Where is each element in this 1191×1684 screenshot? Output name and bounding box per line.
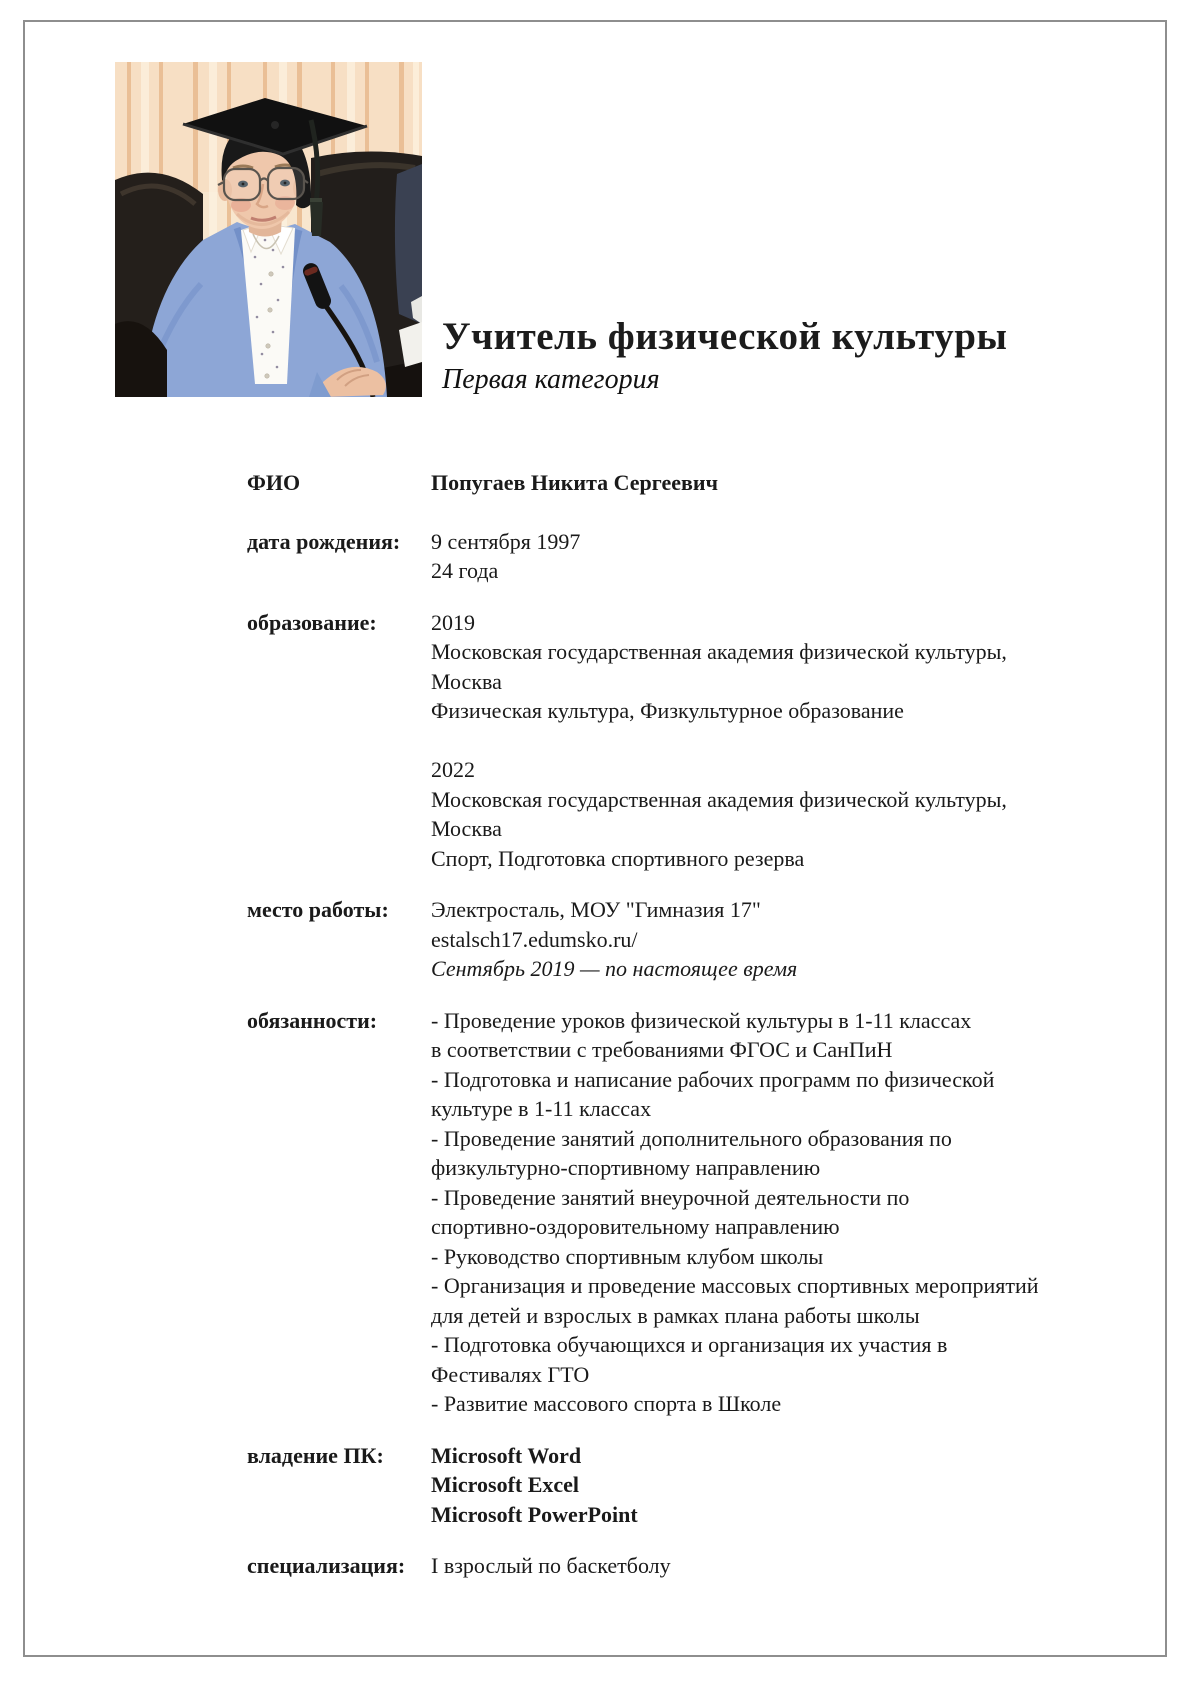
- section-fio: [247, 468, 1047, 498]
- header: [442, 314, 1007, 397]
- profile-photo-illustration: [115, 62, 422, 397]
- value-education: [431, 608, 1047, 874]
- duty-line: - Проведение уроков физической культуры в 1-11 классах: [431, 1007, 972, 1033]
- duty-line: Фестивалях ГТО: [431, 1361, 590, 1387]
- value-birth-date: [431, 527, 1047, 586]
- duty-line: спортивно-оздоровительному направлению: [431, 1214, 840, 1239]
- duty-line: - Подготовка обучающихся и организация их участия в: [431, 1332, 948, 1357]
- education-school-2: Московская государственная академия физической культуры,: [431, 786, 1007, 812]
- value-pc-skills: [431, 1441, 1047, 1530]
- section-workplace: [247, 895, 1047, 984]
- label-education: образование:: [247, 609, 377, 635]
- value-workplace: [431, 895, 1047, 984]
- education-program-1: Физическая культура, Физкультурное образование: [431, 698, 904, 723]
- education-program-2: Спорт, Подготовка спортивного резерва: [431, 845, 805, 871]
- education-city-2: Москва: [431, 816, 502, 841]
- duty-line: для детей и взрослых в рамках плана работы школы: [431, 1302, 920, 1328]
- birth-date: 9 сентября 1997: [431, 528, 581, 554]
- profile-photo: [115, 62, 422, 397]
- workplace-period: Сентябрь 2019 — по настоящее время: [431, 956, 798, 981]
- section-duties: [247, 1006, 1047, 1419]
- resume-page: [23, 20, 1167, 1657]
- section-birth-date: [247, 527, 1047, 586]
- pc-skill: Microsoft PowerPoint: [431, 1501, 638, 1527]
- pc-skill: Microsoft Word: [431, 1442, 582, 1468]
- label-workplace: место работы:: [247, 897, 389, 922]
- education-school-1: Московская государственная академия физической культуры,: [431, 639, 1007, 664]
- workplace-name: Электросталь, МОУ "Гимназия 17": [431, 897, 761, 922]
- age: 24 года: [431, 558, 499, 583]
- specialization: I взрослый по баскетболу: [431, 1553, 671, 1578]
- label-pc-skills: владение ПК:: [247, 1442, 384, 1468]
- duty-line: - Проведение занятий дополнительного образования по: [431, 1125, 952, 1151]
- label-duties: обязанности:: [247, 1007, 378, 1033]
- value-fio: [431, 468, 1047, 498]
- fio-name: Попугаев Никита Сергеевич: [431, 470, 718, 495]
- label-fio: ФИО: [247, 470, 301, 495]
- workplace-site: estalsch17.edumsko.ru/: [431, 926, 638, 952]
- section-pc-skills: [247, 1441, 1047, 1530]
- education-gap: [431, 726, 1047, 756]
- value-specialization: [431, 1551, 1047, 1581]
- duty-line: физкультурно-спортивному направлению: [431, 1155, 821, 1180]
- duty-line: - Развитие массового спорта в Школе: [431, 1391, 782, 1416]
- duty-line: в соответствии с требованиями ФГОС и СанПиН: [431, 1037, 893, 1062]
- section-education: [247, 608, 1047, 874]
- duty-line: - Организация и проведение массовых спортивных мероприятий: [431, 1273, 1039, 1298]
- duty-line: - Руководство спортивным клубом школы: [431, 1243, 824, 1269]
- duty-line: - Проведение занятий внеурочной деятельности по: [431, 1184, 910, 1210]
- pc-skill: Microsoft Excel: [431, 1472, 580, 1497]
- education-city-1: Москва: [431, 668, 502, 694]
- label-specialization: специализация:: [247, 1553, 406, 1578]
- duty-line: - Подготовка и написание рабочих программ по физической: [431, 1066, 995, 1092]
- duty-line: культуре в 1-11 классах: [431, 1096, 652, 1121]
- value-duties: [431, 1006, 1047, 1419]
- education-year-1: 2019: [431, 609, 475, 635]
- resume-body: [247, 468, 1047, 1603]
- education-year-2: 2022: [431, 757, 475, 782]
- page-title: Учитель физической культуры: [442, 315, 1008, 358]
- section-specialization: [247, 1551, 1047, 1581]
- label-birth-date: дата рождения:: [247, 528, 401, 554]
- page-subtitle: Первая категория: [442, 364, 660, 395]
